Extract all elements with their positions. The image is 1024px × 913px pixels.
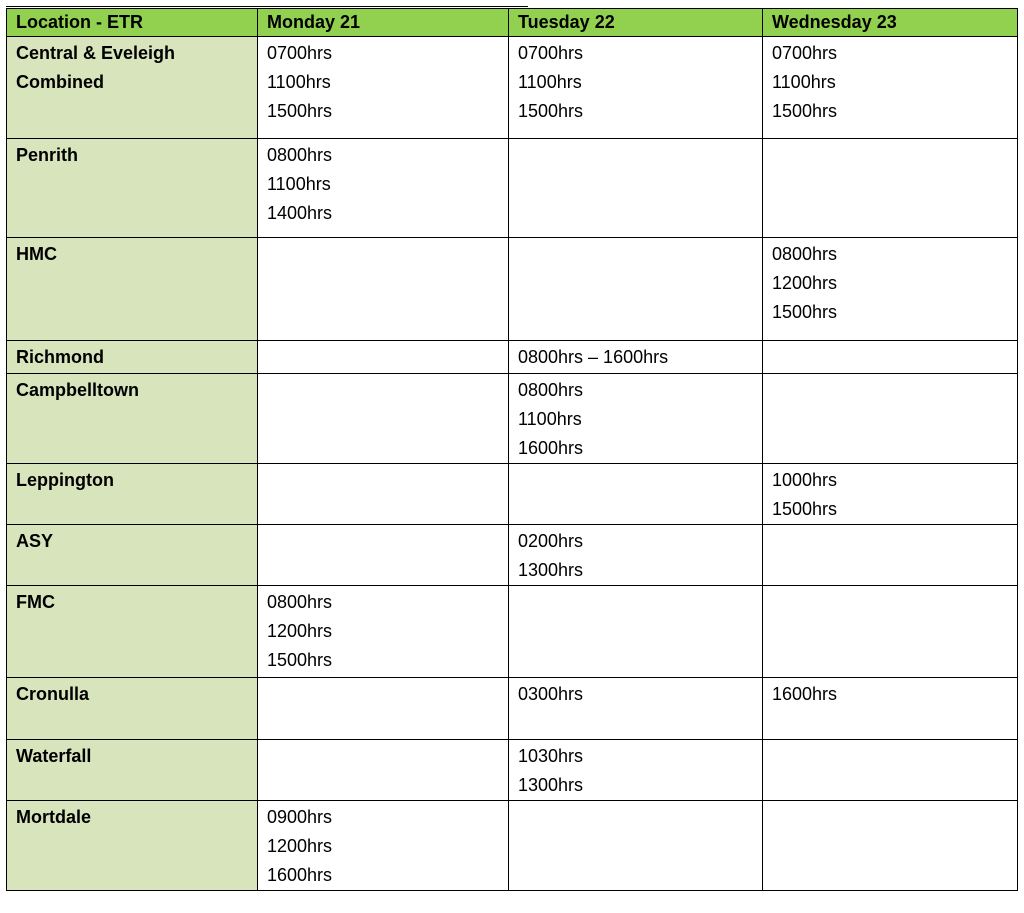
table-row [7,139,1018,238]
time-slot: 1600hrs [267,865,333,885]
wednesday-cell [763,139,1018,238]
tuesday-cell [509,139,763,238]
wednesday-cell [763,678,1018,740]
wednesday-cell [763,801,1018,891]
time-slot: 0800hrs [267,592,333,612]
location-cell [7,238,258,341]
location-name: Central & Eveleigh [16,43,176,63]
time-slot: 0800hrs [772,244,838,264]
table-row [7,238,1018,341]
etr-schedule-table [6,8,1018,891]
time-slot: 1100hrs [518,409,582,429]
header-top-rule [6,6,528,7]
time-slot: 1200hrs [267,621,333,641]
wednesday-cell [763,341,1018,374]
location-cell [7,678,258,740]
header-wednesday: Wednesday 23 [763,9,1018,37]
tuesday-cell [509,678,763,740]
time-slot: 1100hrs [772,72,836,92]
header-location: Location - ETR [7,9,258,37]
time-slot: 1500hrs [772,499,838,519]
time-slot: 1100hrs [267,174,331,194]
tuesday-cell [509,341,763,374]
location-cell [7,586,258,678]
location-cell [7,464,258,525]
location-cell [7,139,258,238]
wednesday-cell [763,238,1018,341]
header-row [7,9,1018,37]
time-slot: 1100hrs [267,72,331,92]
tuesday-cell [509,37,763,139]
table-row [7,586,1018,678]
time-slot: 0200hrs [518,531,584,551]
location-cell [7,525,258,586]
time-slot: 1500hrs [772,101,838,121]
location-cell [7,374,258,464]
table-row [7,341,1018,374]
location-name: Cronulla [16,684,90,704]
time-slot: 0700hrs [772,43,838,63]
monday-cell [258,37,509,139]
tuesday-cell [509,740,763,801]
time-slot: 1000hrs [772,470,838,490]
header-tuesday: Tuesday 22 [509,9,763,37]
time-slot: 1030hrs [518,746,584,766]
time-slot: 1400hrs [267,203,333,223]
table-row [7,801,1018,891]
time-slot: 0700hrs [518,43,584,63]
table-row [7,374,1018,464]
location-name: Leppington [16,470,114,490]
location-cell [7,37,258,139]
tuesday-cell [509,586,763,678]
time-slot: 1200hrs [772,273,838,293]
time-slot: 1500hrs [518,101,584,121]
tuesday-cell [509,374,763,464]
time-slot: 0800hrs [267,145,333,165]
wednesday-cell [763,374,1018,464]
time-slot: 1600hrs [772,684,838,704]
wednesday-cell [763,586,1018,678]
monday-cell [258,740,509,801]
location-name: Waterfall [16,746,92,766]
header-monday: Monday 21 [258,9,509,37]
monday-cell [258,374,509,464]
location-cell [7,801,258,891]
monday-cell [258,586,509,678]
time-slot: 1600hrs [518,438,584,458]
location-cell [7,740,258,801]
table-row [7,740,1018,801]
monday-cell [258,801,509,891]
location-name: Mortdale [16,807,92,827]
monday-cell [258,464,509,525]
time-slot: 1100hrs [518,72,582,92]
time-slot: 0800hrs – 1600hrs [518,347,669,367]
monday-cell [258,139,509,238]
tuesday-cell [509,801,763,891]
location-name: Richmond [16,347,104,367]
location-name: Campbelltown [16,380,140,400]
table-body [7,37,1018,891]
tuesday-cell [509,464,763,525]
time-slot: 0300hrs [518,684,584,704]
time-slot: 0900hrs [267,807,333,827]
table-row [7,678,1018,740]
time-slot: 1500hrs [772,302,838,322]
wednesday-cell [763,37,1018,139]
time-slot: 1200hrs [267,836,333,856]
tuesday-cell [509,238,763,341]
time-slot: 1500hrs [267,101,333,121]
monday-cell [258,525,509,586]
time-slot: 1300hrs [518,775,584,795]
location-cell [7,341,258,374]
wednesday-cell [763,525,1018,586]
time-slot: 0700hrs [267,43,333,63]
monday-cell [258,678,509,740]
time-slot: 0800hrs [518,380,584,400]
table-row [7,37,1018,139]
location-name: ASY [16,531,54,551]
time-slot: 1500hrs [267,650,333,670]
monday-cell [258,238,509,341]
location-name: FMC [16,592,55,612]
monday-cell [258,341,509,374]
tuesday-cell [509,525,763,586]
wednesday-cell [763,740,1018,801]
location-name: HMC [16,244,57,264]
table-row [7,525,1018,586]
location-name: Combined [16,72,104,92]
time-slot: 1300hrs [518,560,584,580]
location-name: Penrith [16,145,79,165]
wednesday-cell [763,464,1018,525]
table-row [7,464,1018,525]
